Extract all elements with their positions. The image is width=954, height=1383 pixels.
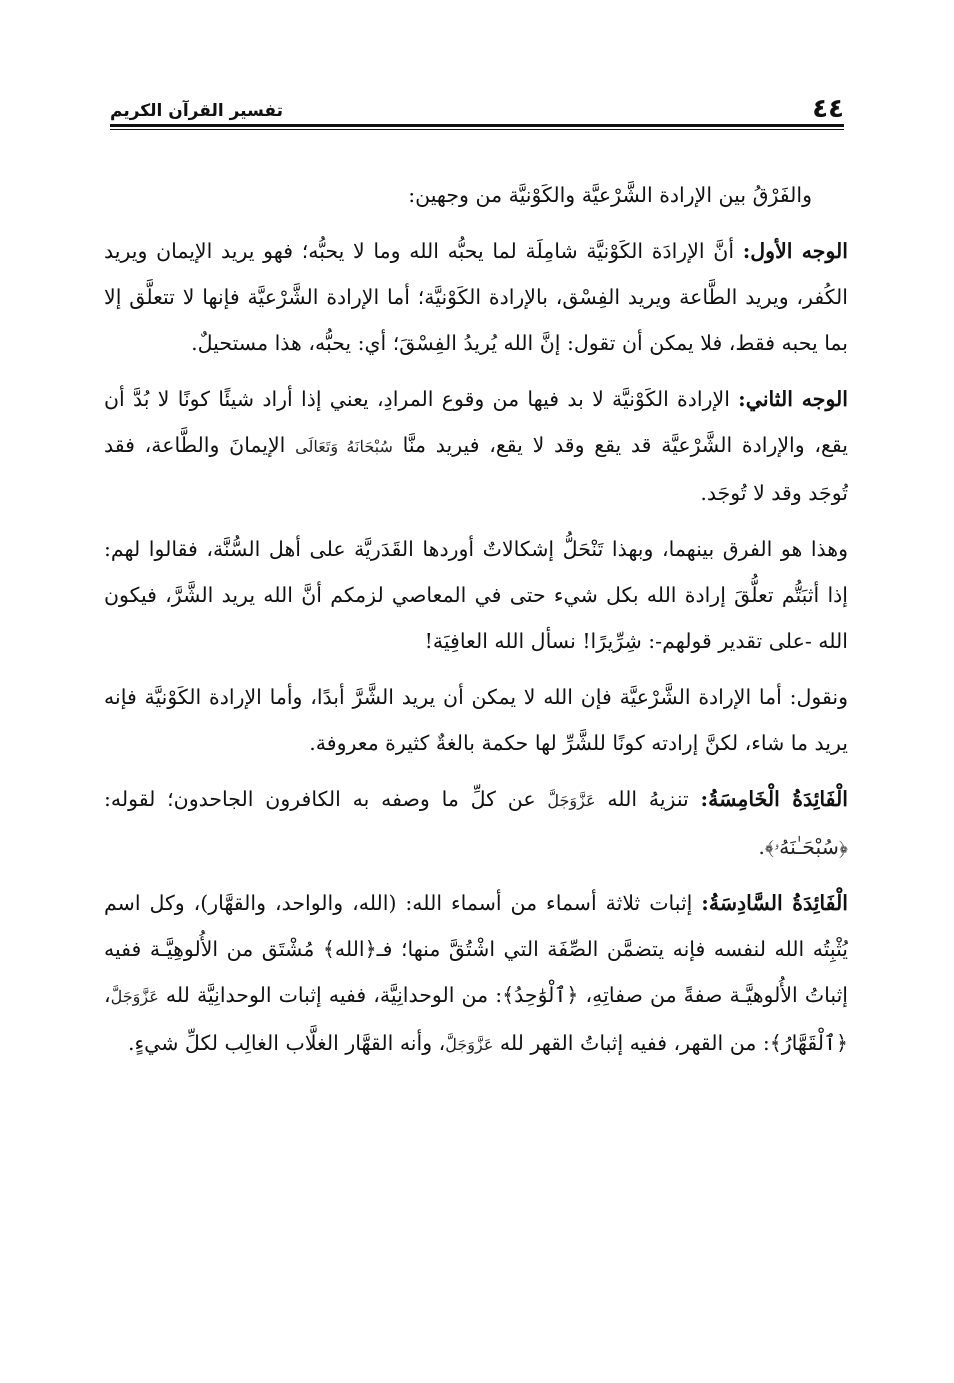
- running-title: تفسير القرآن الكريم: [110, 101, 284, 121]
- body-text: [104, 172, 848, 1302]
- paragraph-second-aspect: [104, 376, 848, 516]
- honorific: عَزَّوَجَلَّ: [110, 987, 159, 1006]
- paragraph-fifth-benefit: [104, 776, 848, 870]
- second-aspect-text-b: الإيمانَ والطَّاعة، فقد تُوجَد وقد لا تُوجَد.: [104, 433, 848, 505]
- honorific: عَزَّوَجَلَّ: [445, 1035, 494, 1054]
- paragraph-sixth-benefit: [104, 880, 848, 1068]
- fifth-benefit-text-b: عن كلِّ ما وصفه به الكافرون الجاحدون؛ لقوله:: [104, 787, 536, 811]
- fifth-benefit-label: الْفَائِدَةُ الْخَامِسَةُ:: [700, 787, 848, 811]
- quran-quote: ﴿سُبْحَـٰنَهُۥ﴾.: [758, 835, 848, 859]
- second-aspect-label: الوجه الثاني:: [738, 387, 848, 411]
- header-rule-thin: [110, 129, 844, 130]
- sixth-benefit-label: الْفَائِدَةُ السَّادِسَةُ:: [701, 891, 848, 915]
- page-number: ٤٤: [812, 94, 844, 124]
- fifth-benefit-text-a: تنزيهُ الله: [607, 787, 689, 811]
- paragraph-we-say: ونقول: أما الإرادة الشَّرْعيَّة فإن الله لا يمكن أن يريد الشَّرَّ أبدًا، وأما الإرادة الكَوْنيَّة فإنه يريد ما شاء، لكنَّ إرادته كونًا للشَّرِّ لها حكمة بالغةٌ كثيرة معروفة.: [104, 685, 848, 755]
- second-aspect-text-a: الإرادة الكَوْنيَّة لا بد فيها من وقوع المرادِ، يعني إذا أراد شيئًا كونًا لا بُدَّ أن يقع، والإرادة الشَّرْعيَّة قد يقع وقد لا يقع، فيريد منَّا: [104, 387, 848, 457]
- paragraph-intro: والفَرْقُ بين الإرادة الشَّرْعيَّة والكَوْنيَّة من وجهين:: [408, 183, 812, 207]
- sixth-benefit-text-b: ، ﴿ٱلْقَهَّارُ﴾: من القهر، ففيه إثباتُ القهر لله: [104, 983, 848, 1055]
- paragraph-first-aspect: [104, 228, 848, 366]
- page-header: [110, 84, 844, 124]
- honorific: عَزَّوَجَلَّ: [547, 791, 596, 810]
- honorific: سُبْحَانَهُ وَتَعَالَى: [295, 437, 393, 456]
- header-rule: [110, 124, 844, 127]
- paragraph-difference: وهذا هو الفرق بينهما، وبهذا تَنْحَلُّ إشكالاتٌ أوردها القَدَريَّة على أهل السُّنَّة، فقالوا لهم: إذا أثبَتُّم تعلُّقَ إرادة الله بكل شيء حتى في المعاصي لزمكم أنَّ الله يريد الشَّرَّ، فيكون الله -على تقدير قولهم-: شِرِّيرًا! نسأل الله العافِيَة!: [104, 537, 848, 653]
- first-aspect-text: أنَّ الإرادَة الكَوْنيَّة شامِلَة لما يحبُّه الله وما لا يحبُّه؛ فهو يريد الإيمان ويريد الكُفر، ويريد الطَّاعة ويريد الفِسْق، بالإرادة الكَوْنيَّة؛ أما الإرادة الشَّرْعيَّة فإنها لا تتعلَّق إلا بما يحبه فقط، فلا يمكن أن تقول: إنَّ الله يُريدُ الفِسْقَ؛ أي: يحبُّه، هذا مستحيلٌ.: [104, 239, 848, 355]
- sixth-benefit-text-a: إثبات ثلاثة أسماء من أسماء الله: (الله، والواحد، والقهَّار)، وكل اسم يُثْبِتُه الله لنفسه فإنه يتضمَّن الصِّفَة التي اشْتُقَّ منها؛ فـ﴿الله﴾ مُشْتَق من الأُلوهِيَّـة ففيه إثباتُ الأُلوهيَّـة صفةً من صفاتِهِ، ﴿ٱلْوَٰحِدُ﴾: من الوحدانِيَّة، ففيه إثبات الوحدانِيَّة لله: [104, 891, 848, 1007]
- first-aspect-label: الوجه الأول:: [742, 239, 848, 263]
- sixth-benefit-text-c: ، وأنه القهَّار الغلَّاب الغالِب لكلِّ شيءٍ.: [128, 1031, 446, 1055]
